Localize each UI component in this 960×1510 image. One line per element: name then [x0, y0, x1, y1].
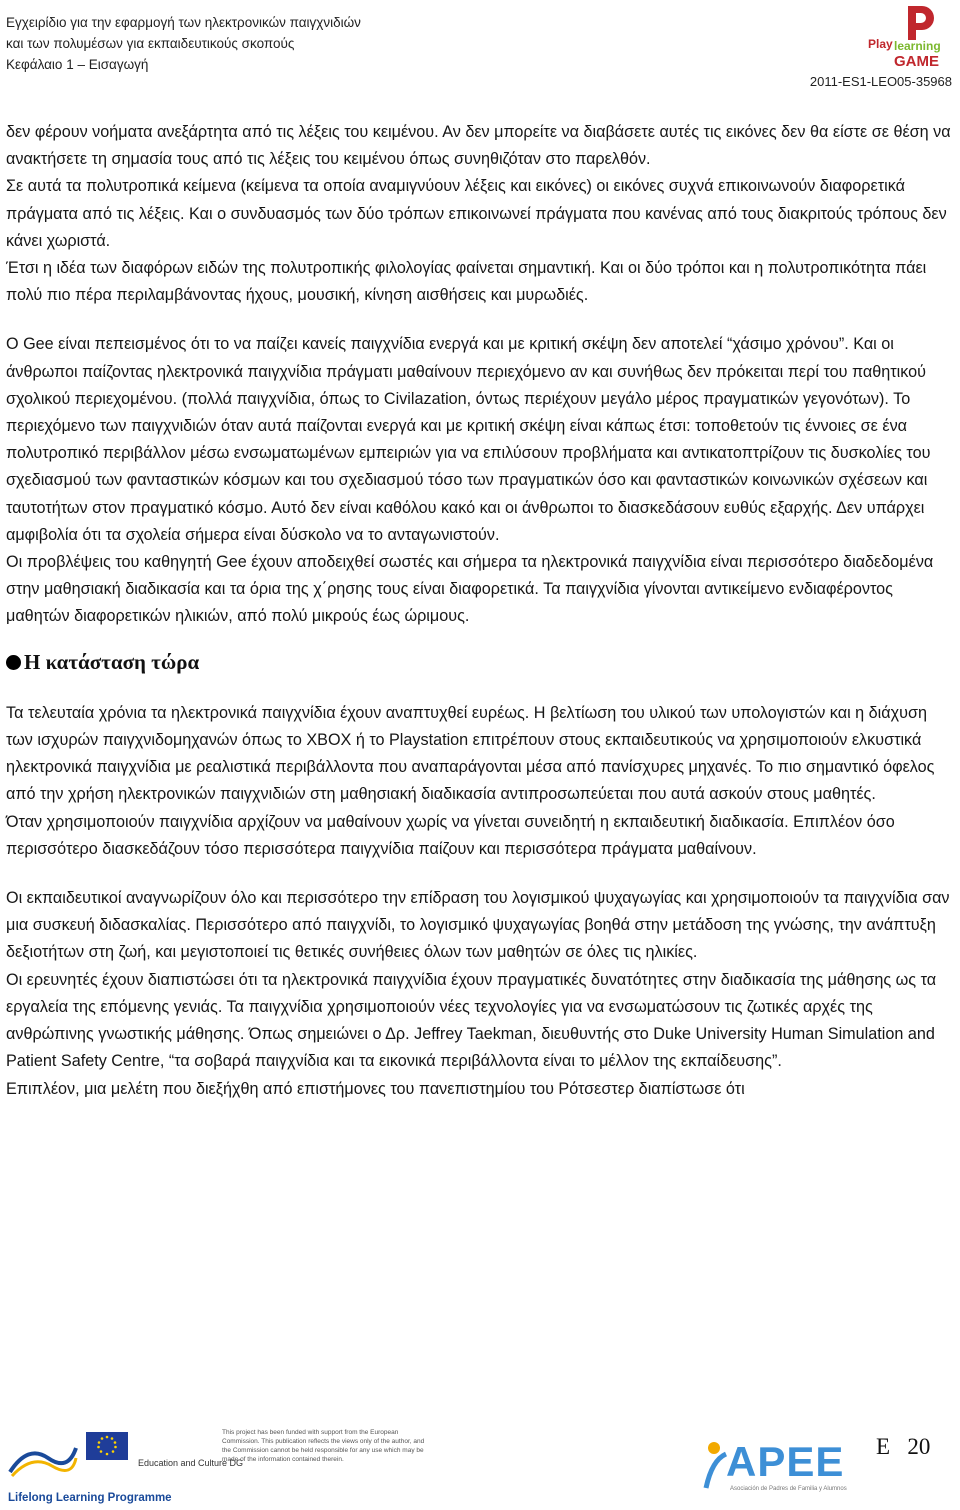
logo-game-text: GAME — [894, 53, 939, 70]
apee-subtitle: Asociación de Padres de Familia y Alumnos — [730, 1486, 847, 1492]
paragraph: Σε αυτά τα πολυτροπικά κείμενα (κείμενα τα οποία αναμιγνύουν λέξεις και εικόνες) οι εικόνες συχνά επικοινωνούν διαφορετικά πράγματα από τις λέξεις. Και ο συνδυασμός των δύο τρόπων επικοινωνεί πράγματα που κανένας από τους διακριτούς τρόπους δεν κάνει χωριστά. — [6, 177, 947, 250]
paragraph: Ο Gee είναι πεπεισμένος ότι το να παίζει κανείς παιγχνίδια ενεργά και με κριτική σκέψη δεν αποτελεί “χάσιμο χρόνου”. Και οι άνθρωποι παίζοντας ηλεκτρονικά παιγχνίδια πράγματι μαθαίνουν περιεχόμενο αν και συνήθως δεν πρόκειται περί του παθητικού σχολικού περιεχομένου. (πολλά παιγχνίδια, όπως το Civilazation, όντως περιέχουν μεγάλο μέρος πραγματικών γεγονότων). Το περιεχόμενο των παιγχνιδιών όταν αυτά παίζονται ενεργά και με κριτική σκέψη είναι κάπως έτσι: τοποθετούν τις έννοιες σε ένα πολυτροπικό περιβάλλον μέσω ενσωματωμένων εμπειριών για να επιλύσουν προβλήματα και αντικατοπτρίζουν τις δυσκολίες του σχεδιασμού των φανταστικών κόσμων και του σχεδιασμού τόσο των πραγματικών όσο και φανταστικών κοινωνικών σχέσεων και ταυτοτήτων στον πραγματικό κόσμο. Αυτό δεν είναι καθόλου κακό και οι άνθρωποι το διασκεδάσουν ευθύς εξαρχής. Δεν υπάρχει αμφιβολία ότι τα σχολεία σήμερα είναι δύσκολο να το ανταγωνιστούν. — [6, 335, 931, 544]
header-line-1: Εγχειρίδιο για την εφαρμογή των ηλεκτρονικών παιγχνιδιών — [6, 15, 361, 30]
paragraph: Έτσι η ιδέα των διαφόρων ειδών της πολυτροπικής φιλολογίας φαίνεται σημαντική. Και οι δύο τρόποι και η πολυτροπικότητα πάει πολύ πιο πέρα περιλαμβάνοντας ήχους, μουσική, κίνηση αισθήσεις και μυρωδιές. — [6, 259, 927, 305]
paragraph: Όταν χρησιμοποιούν παιγχνίδια αρχίζουν να μαθαίνουν χωρίς να γίνεται συνειδητή η εκπαιδευτική διαδικασία. Επιπλέον όσο περισσότερο διασκεδάζουν τόσο περισσότερα παιγχνίδια παίζουν και περισσότερα πράγματα μαθαίνουν. — [6, 812, 895, 858]
paragraph: Τα τελευταία χρόνια τα ηλεκτρονικά παιγχνίδια έχουν αναπτυχθεί ευρέως. Η βελτίωση του υλικού των υπολογιστών και η διάχυση των ισχυρών παιγχνιδομηχανών όπως το XBOX ή το Playstation επιτρέπουν στους εκπαιδευτικούς να χρησιμοποιούν ελκυστικά ηλεκτρονικά παιγχνίδια με ρεαλιστικά περιβάλλοντα που αναπαράγονται μέσα από πανίσχυρες μηχανές. Το πιο σημαντικό όφελος από την χρήση ηλεκτρονικών παιγχνιδιών στη μαθησιακή διαδικασία αντιπροσωπεύεται που αυτά ασκούν στους μαθητές. — [6, 703, 935, 804]
page-footer — [0, 1418, 960, 1510]
apee-logo — [702, 1434, 867, 1504]
header-line-2: και των πολυμέσων για εκπαιδευτικούς σκοπούς — [6, 36, 295, 51]
eu-flag-icon — [86, 1432, 128, 1460]
paragraph: δεν φέρουν νοήματα ανεξάρτητα από τις λέξεις του κειμένου. Αν δεν μπορείτε να διαβάσετε αυτές τις εικόνες δεν θα είστε σε θέση να ανακτήσετε τη σημασία τους από τις λέξεις του κειμένου όπως συνηθιζόταν στο παρελθόν. — [6, 123, 951, 169]
project-code: 2011-ES1-LEO05-35968 — [809, 74, 952, 89]
paragraph: Οι προβλέψεις του καθηγητή Gee έχουν αποδειχθεί σωστές και σήμερα τα ηλεκτρονικά παιγχνίδια είναι περισσότερο διαδεδομένα στην μαθησιακή διαδικασία και τα όρια της χ΄ρησης τους είναι διαφορετικά. Τα παιγχνίδια γίνονται αντικείμενο ενδιαφέροντος μαθητών διαφορετικών ηλικιών, από πολύ μικρούς έως ώριμους. — [6, 553, 934, 626]
play-learning-game-logo — [858, 4, 948, 74]
logo-p-mark — [908, 6, 934, 40]
header-title-block — [6, 12, 361, 75]
section-heading-row — [6, 649, 954, 676]
bullet-icon — [6, 655, 21, 670]
paragraph: Οι ερευνητές έχουν διαπιστώσει ότι τα ηλεκτρονικά παιγχνίδια έχουν πραγματικές δυνατότητες στην διαδικασία της μάθησης ως τα εργαλεία της επόμενης γενιάς. Τα παιγχνίδια χρησιμοποιούν νέες τεχνολογίες για να ενσωματώσουν τις ζωτικές αρχές της ανθρώπινης γνωστικής μάθησης. Όπως σημειώνει ο Δρ. Jeffrey Taekman, διευθυντής στο Duke University Human Simulation and Patient Safety Centre, “τα σοβαρά παιγχνίδια και τα εικονικά περιβάλλοντα είναι το μέλλον της εκπαίδευσης”. — [6, 970, 937, 1071]
paragraph: Οι εκπαιδευτικοί αναγνωρίζουν όλο και περισσότερο την επίδραση του λογισμικού ψυχαγωγίας και χρησιμοποιούν τα παιγχνίδια σαν μια συσκευή διδασκαλίας. Περισσότερο από παιγχνίδι, το λογισμικό ψυχαγωγίας βοηθά στην μετάδοση της γνώσης, την ανάπτυξη δεξιοτήτων στη ζωή, και μεγιστοποιεί τις θετικές συνήθειες όλων των μαθητών σε όλες τις ηλικίες. — [6, 889, 950, 962]
page-number-prefix: E — [876, 1434, 891, 1459]
apee-logo-text: APEE — [726, 1438, 845, 1485]
paragraph-gap — [6, 863, 954, 885]
header-line-3: Κεφάλαιο 1 – Εισαγωγή — [6, 57, 149, 72]
page-header — [0, 0, 960, 92]
eu-disclaimer: This project has been funded with support from the European Commission. This publication reflects the views only of the author, and the Commission cannot be held responsible for any use which may be made of the information contained therein. — [222, 1429, 425, 1463]
logo-learning-text: learning — [894, 39, 941, 53]
page-number — [876, 1434, 930, 1460]
lifelong-learning-logo-icon — [8, 1440, 78, 1478]
education-culture-label: Education and Culture DG — [138, 1458, 244, 1468]
document-body — [6, 119, 954, 1103]
paragraph-gap — [6, 309, 954, 331]
logo-play-text: Play — [868, 37, 893, 51]
paragraph: Επιπλέον, μια μελέτη που διεξήχθη από επιστήμονες του πανεπιστημίου του Ρότσεστερ διαπίστωσε ότι — [6, 1079, 745, 1098]
lifelong-learning-label: Lifelong Learning Programme — [8, 1492, 172, 1504]
section-heading: Η κατάσταση τώρα — [24, 649, 200, 674]
page-number-value: 20 — [907, 1434, 931, 1459]
